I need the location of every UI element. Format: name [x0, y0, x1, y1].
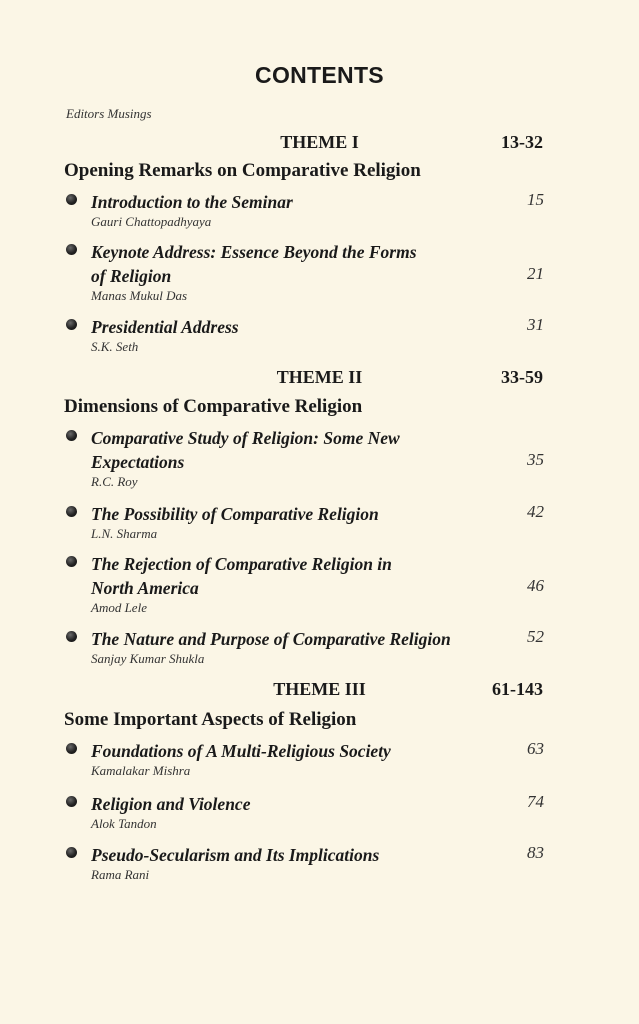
entry-author: Amod Lele	[91, 600, 147, 615]
bullet-icon	[66, 631, 77, 642]
entry-title: Introduction to the Seminar	[91, 192, 293, 212]
theme-page-range: 61-143	[492, 679, 543, 699]
entry-title: Presidential Address	[91, 317, 239, 337]
theme-name: THEME II	[276, 367, 363, 387]
toc-entry[interactable]	[66, 739, 544, 779]
bullet-icon	[66, 319, 77, 330]
theme-heading	[0, 367, 639, 391]
entry-title: The Possibility of Comparative Religion	[91, 504, 379, 524]
bullet-icon	[66, 194, 77, 205]
entry-author: Alok Tandon	[91, 816, 157, 831]
entry-page-number: 31	[527, 315, 544, 334]
entry-title: Foundations of A Multi-Religious Society	[91, 741, 391, 761]
theme-page-range: 33-59	[501, 367, 543, 387]
bullet-icon	[66, 430, 77, 441]
toc-entry[interactable]	[66, 627, 544, 667]
bullet-icon	[66, 244, 77, 255]
toc-entry[interactable]	[66, 315, 544, 355]
theme-page-range: 13-32	[501, 132, 543, 152]
entry-page-number: 63	[527, 739, 544, 758]
toc-entry[interactable]	[66, 843, 544, 883]
entry-page-number: 42	[527, 502, 544, 521]
theme-name: THEME I	[280, 132, 359, 152]
entry-author: Kamalakar Mishra	[91, 763, 191, 778]
section-title: Dimensions of Comparative Religion	[64, 396, 363, 417]
bullet-icon	[66, 796, 77, 807]
entry-page-number: 35	[527, 450, 544, 469]
entry-author: L.N. Sharma	[91, 526, 158, 541]
theme-name: THEME III	[273, 679, 366, 699]
toc-entry[interactable]	[66, 240, 544, 304]
toc-entry[interactable]	[66, 502, 544, 542]
entry-page-number: 15	[527, 190, 544, 209]
bullet-icon	[66, 506, 77, 517]
entry-title: Comparative Study of Religion: Some New Expectations	[91, 428, 400, 472]
entry-page-number: 74	[527, 792, 544, 811]
entry-title: The Nature and Purpose of Comparative Religion	[91, 629, 451, 649]
theme-heading	[0, 679, 639, 703]
editors-musings: Editors Musings	[66, 106, 152, 121]
entry-page-number: 21	[527, 264, 544, 283]
entry-author: Gauri Chattopadhyaya	[91, 214, 212, 229]
toc-entry[interactable]	[66, 552, 544, 616]
entry-page-number: 83	[527, 843, 544, 862]
section-title: Some Important Aspects of Religion	[64, 709, 357, 730]
entry-author: S.K. Seth	[91, 339, 139, 354]
bullet-icon	[66, 847, 77, 858]
toc-entry[interactable]	[66, 426, 544, 490]
entry-author: Manas Mukul Das	[91, 288, 188, 303]
entry-page-number: 46	[527, 576, 544, 595]
page-title: CONTENTS	[255, 62, 384, 88]
entry-title: The Rejection of Comparative Religion in North America	[91, 554, 392, 598]
entry-title: Keynote Address: Essence Beyond the Forms of Religion	[91, 242, 417, 286]
entry-title: Pseudo-Secularism and Its Implications	[91, 845, 380, 865]
entry-author: R.C. Roy	[91, 474, 138, 489]
entry-author: Rama Rani	[91, 867, 150, 882]
bullet-icon	[66, 743, 77, 754]
theme-heading	[0, 132, 639, 156]
entry-title: Religion and Violence	[91, 794, 251, 814]
toc-entry[interactable]	[66, 190, 544, 230]
entry-author: Sanjay Kumar Shukla	[91, 651, 205, 666]
entry-page-number: 52	[527, 627, 544, 646]
section-title: Opening Remarks on Comparative Religion	[64, 160, 421, 181]
toc-entry[interactable]	[66, 792, 544, 832]
bullet-icon	[66, 556, 77, 567]
